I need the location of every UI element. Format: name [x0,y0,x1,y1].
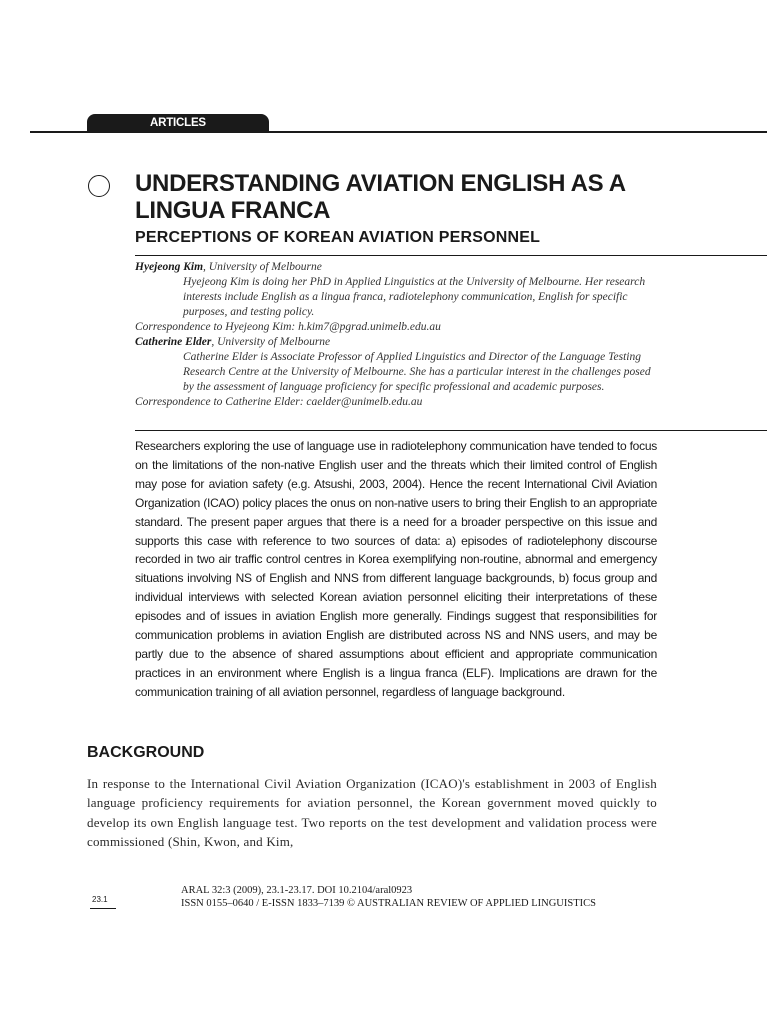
author-correspondence: Correspondence to Hyejeong Kim: h.kim7@pgrad.unimelb.edu.au [135,321,441,333]
abstract: Researchers exploring the use of language use in radiotelephony communication have tended to focus on the limitations of the non-native English user and the threats which their limited control of English may pose for aviation safety (e.g. Atsushi, 2003, 2004). Hence the recent International Civil Aviation Organization (ICAO) policy places the onus on non-native users to bring their English to an appropriate standard. The present paper argues that there is a need for a broader perspective on this issue and supports this case with reference to two sources of data: a) episodes of radiotelephony discourse recorded in two air traffic control centres in Korea exemplifying non-routine, abnormal and emergency situations involving NS of English and NNS from different language backgrounds, b) focus group and individual interviews with selected Korean aviation personnel eliciting their interpretations of these episodes and of issues in aviation English more generally. Findings suggest that responsibilities for communication problems in aviation English are distributed across NS and NNS users, and may be partly due to the absence of shared assumptions about efficient and appropriate communication practices in an environment where English is a lingua franca (ELF). Implications are drawn for the communication training of all aviation personnel, regardless of language background. [135,439,657,699]
section-label: ARTICLES [87,114,269,132]
author-line [135,335,655,350]
page-number: 23.1 [92,895,108,904]
page-number-rule [90,908,116,909]
footer-citation: ARAL 32:3 (2009), 23.1-23.17. DOI 10.2104/aral0923 [181,885,413,896]
section-heading: BACKGROUND [87,744,205,761]
header-rule [30,131,767,133]
author-bio: Catherine Elder is Associate Professor of Applied Linguistics and Director of the Language Testing Research Centre at the University of Melbourne. She has a particular interest in the challenges posed by the assessment of language proficiency for specific professional and academic purposes. [183,351,651,393]
author-affiliation: , University of Melbourne [211,336,331,348]
authors-bottom-rule [135,430,767,431]
authors-top-rule [135,255,767,256]
author-block [135,260,655,410]
author-affiliation: , University of Melbourne [203,261,322,273]
author-bio: Hyejeong Kim is doing her PhD in Applied Linguistics at the University of Melbourne. Her research interests include English as a lingua franca, radiotelephony communication, English for specific purposes, and testing policy. [183,276,646,318]
author-line [135,260,655,275]
footer-issn: ISSN 0155–0640 / E-ISSN 1833–7139 © AUSTRALIAN REVIEW OF APPLIED LINGUISTICS [181,898,596,909]
footer-citation-block [181,884,661,910]
author-name: Catherine Elder [135,336,212,348]
circle-icon [88,175,110,197]
author-correspondence: Correspondence to Catherine Elder: caelder@unimelb.edu.au [135,396,423,408]
author-name: Hyejeong Kim [135,261,204,273]
article-title: UNDERSTANDING AVIATION ENGLISH AS A LINGUA FRANCA [135,170,625,224]
article-subtitle: PERCEPTIONS OF KOREAN AVIATION PERSONNEL [135,229,541,246]
body-paragraph: In response to the International Civil Aviation Organization (ICAO)'s establishment in 2003 of English language proficiency requirements for aviation personnel, the Korean government moved quickly to develop its own English language test. Two reports on the test development and validation process were commissioned (Shin, Kwon, and Kim, [87,776,657,850]
